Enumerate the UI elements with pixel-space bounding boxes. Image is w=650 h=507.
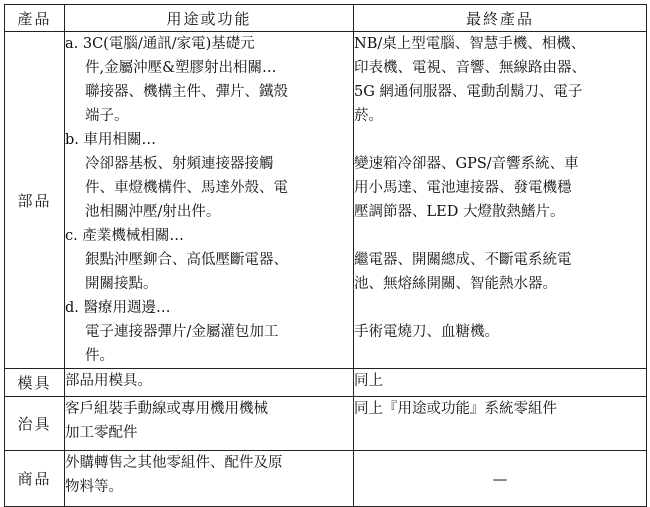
use-goods: 外購轉售之其他零組件、配件及原 物料等。	[65, 451, 354, 507]
use-parts	[65, 32, 354, 369]
category-molds: 模具	[5, 369, 65, 397]
final-item-b: 變速箱冷卻器、GPS/音響系統、車 用小馬達、電池連接器、發電機穩 壓調節器、LED 大燈散熱鰭片。	[354, 156, 579, 220]
category-fixtures: 治具	[5, 397, 65, 451]
table-row-molds	[5, 369, 647, 397]
category-goods: 商品	[5, 451, 65, 507]
use-molds: 部品用模具。	[65, 369, 354, 397]
final-molds: 同上	[354, 369, 647, 397]
header-row	[5, 5, 647, 32]
final-item-c: 繼電器、開關總成、不斷電系統電 池、無熔絲開關、智能熱水器。	[354, 252, 572, 292]
final-goods: —	[354, 451, 647, 507]
final-item-a: NB/桌上型電腦、智慧手機、相機、 印表機、電視、音響、無線路由器、 5G 網通伺服器、電動刮鬍刀、電子 菸。	[354, 36, 586, 124]
table-row-fixtures	[5, 397, 647, 451]
use-item-d: d. 醫療用週邊… 電子連接器彈片/金屬灌包加工 件。	[65, 300, 279, 364]
use-item-b: b. 車用相關… 冷卻器基板、射頻連接器接觸 件、車燈機構件、馬達外殼、電 池相關沖壓/射出件。	[65, 132, 288, 220]
header-category: 產品	[5, 5, 65, 32]
use-fixtures: 客戶組裝手動線或專用機用機械 加工零配件	[65, 397, 354, 451]
category-parts: 部品	[5, 32, 65, 369]
use-item-a: a. 3C(電腦/通訊/家電)基礎元 件,金屬沖壓&塑膠射出相關… 聯接器、機構主件、彈片、鐵殼 端子。	[65, 36, 288, 124]
header-use: 用途或功能	[65, 5, 354, 32]
final-fixtures: 同上『用途或功能』系統零組件	[354, 397, 647, 451]
header-final: 最終產品	[354, 5, 647, 32]
use-item-c: c. 產業機械相關… 銀點沖壓鉚合、高低壓斷電器、 開關接點。	[65, 228, 288, 292]
product-table	[4, 4, 647, 507]
final-parts	[354, 32, 647, 369]
table-row-goods	[5, 451, 647, 507]
table-row-parts	[5, 32, 647, 369]
final-item-d: 手術電燒刀、血糖機。	[354, 324, 499, 340]
